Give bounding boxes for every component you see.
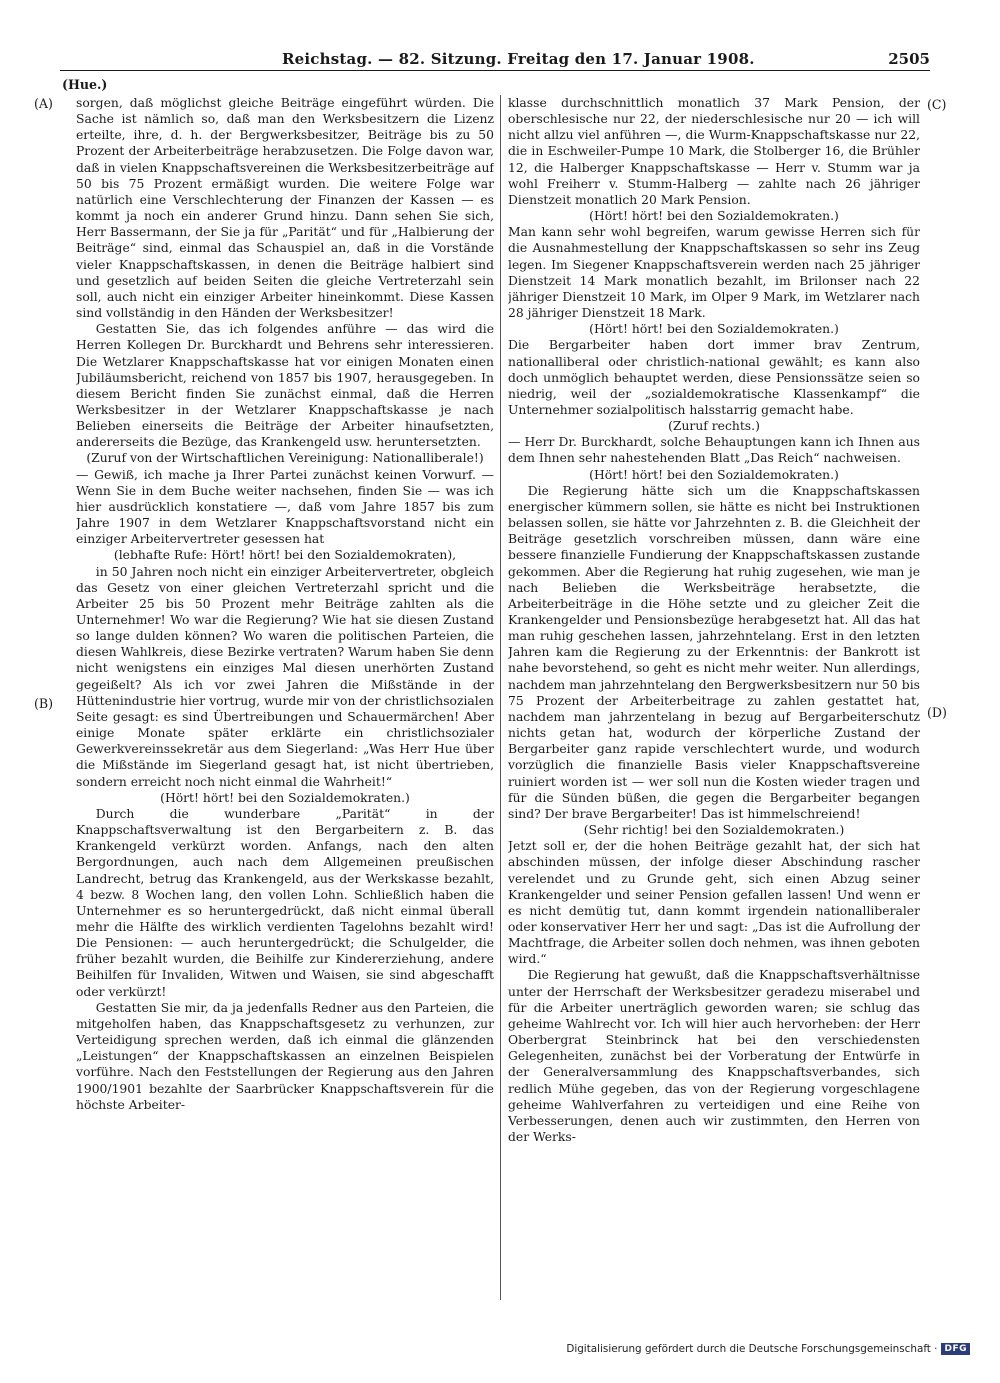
paragraph: — Gewiß, ich mache ja Ihrer Partei zunächst keinen Vorwurf. — Wenn Sie in dem Buche weiter nachsehen, finden Sie — was ich hier ausdrücklich konstatiere —, daß vom Jahre 1857 bis zum Jahre 1907 in dem Wetzlarer Knappschaftsvorstand nicht ein einziger Arbeitervertreter gesessen hat <box>76 467 494 547</box>
column-divider <box>500 95 501 1300</box>
footer-credit: Digitalisierung gefördert durch die Deutsche Forschungsgemeinschaft · <box>566 1343 938 1355</box>
interjection: (Hört! hört! bei den Sozialdemokraten.) <box>589 209 839 224</box>
dfg-logo: DFG <box>941 1343 970 1355</box>
page-header <box>60 48 930 72</box>
paragraph: Gestatten Sie mir, da ja jedenfalls Redner aus den Parteien, die mitgeholfen haben, das Knappschaftsgesetz zu verhunzen, zur Verteidigung sprechen werden, daß ich einmal die glänzenden „Leistungen“ der Knappschaftskassen an einzelnen Beispielen vorführe. Nach den Feststellungen der Regierung aus den Jahren 1900/1901 bezahlte der Saarbrücker Knappschaftsverein für die höchste Arbeiter- <box>76 1000 494 1112</box>
interjection: (Hört! hört! bei den Sozialdemokraten.) <box>589 467 839 482</box>
footer <box>566 1343 970 1355</box>
paragraph: Jetzt soll er, der die hohen Beiträge gezahlt hat, der sich hat abschinden müssen, der infolge dieser Abschindung rascher verelendet und zu Grunde geht, sich einen Abzug seiner Krankengelder und seiner Pension gefallen lassen! Und wenn er es nicht demütig tut, dann kommt irgendein nationalliberaler oder konservativer Herr her und sagt: „Das ist die Aufrollung der Machtfrage, die Arbeiter sollen doch nehmen, was ihnen geboten wird.“ <box>508 839 920 967</box>
speaker-name: (Hue.) <box>62 77 108 92</box>
header-rule <box>60 70 930 71</box>
paragraph: Man kann sehr wohl begreifen, warum gewisse Herren sich für die Ausnahmestellung der Knappschaftskassen so sehr ins Zeug legen. Im Siegener Knappschaftsverein werden nach 25 jähriger Dienstzeit 14 Mark monatlich bezahlt, im Brilonser nach 22 jähriger Dienstzeit 10 Mark, im Olper 9 Mark, im Wetzlarer nach 28 jähriger Dienstzeit 18 Mark. <box>508 225 920 321</box>
paragraph: sorgen, daß möglichst gleiche Beiträge eingeführt würden. Die Sache ist nämlich so, daß man den Werksbesitzern die Lizenz erteilte, ihre, d. h. der Bergwerksbesitzer, Beiträge bis zu 50 Prozent der Arbeiterbeiträge herabzusetzen. Die Folge davon war, daß in vielen Knappschaftsvereinen die Werksbesitzerbeiträge auf 50 bis 75 Prozent ermäßigt wurden. Die weitere Folge war natürlich eine Verschlechterung der Finanzen der Kassen — es kommt ja noch ein anderer Grund hinzu. Dann sehen Sie sich, Herr Bassermann, der Sie ja für „Parität“ und für „Halbierung der Beiträge“ sind, einmal das Schauspiel an, daß in die Vorstände vieler Knappschaftskassen, in denen die Beiträge halbiert sind und gesetzlich auf beiden Seiten die gleiche Vertreterzahl sein soll, auch nicht ein einziger Arbeiter hineinkommt. Diese Kassen sind vollständig in den Händen der Werksbesitzer! <box>76 96 494 321</box>
right-column <box>508 95 920 1313</box>
margin-marker-c: (C) <box>927 97 947 112</box>
paragraph: klasse durchschnittlich monatlich 37 Mark Pension, der oberschlesische nur 22, der niederschlesische nur 20 — ich will nicht allzu viel anführen —, die Wurm-Knappschaftskasse nur 22, die in Eschweiler-Pumpe 10 Mark, die Stolberger 16, die Brühler 12, die Halberger Knappschaftskasse — Herr v. Stumm war ja wohl Freiherr v. Stumm-Halberg — zahlte nach 26 jähriger Dienstzeit monatlich 20 Mark Pension. <box>508 96 920 207</box>
paragraph: Die Bergarbeiter haben dort immer brav Zentrum, nationalliberal oder christlich-national gewählt; es kann also doch unmöglich behauptet werden, diese Pensionssätze seien so niedrig, weil der „sozialdemokratische Klassenkampf“ die Unternehmer sozialpolitisch halsstarrig gemacht habe. <box>508 338 920 417</box>
margin-marker-b: (B) <box>34 696 54 711</box>
paragraph: Die Regierung hat gewußt, daß die Knappschaftsverhältnisse unter der Herrschaft der Werksbesitzer geradezu miserabel und für die Arbeiter unerträglich geworden waren; sie schlug das geheime Wahlrecht vor. Ich will hier auch hervorheben: der Herr Oberbergrat Steinbrinck hat bei den verschiedensten Gelegenheiten, zunächst bei der Vorberatung der Entwürfe in der Generalversammlung des Knappschaftsverbandes, sich redlich Mühe gegeben, das von der Regierung vorgeschlagene geheime Wahlverfahren zu verteidigen und eine Reihe von Verbesserungen, denen auch wir zustimmten, den Herren von der Werks- <box>508 968 920 1144</box>
paragraph: in 50 Jahren noch nicht ein einziger Arbeitervertreter, obgleich das Gesetz von einer gleichen Vertreterzahl spricht und die Arbeiter 25 bis 50 Prozent mehr Beiträge zahlten als die Unternehmer! Wo war die Regierung? Wie hat sie diesen Zustand so lange dulden können? Wo waren die politischen Parteien, die diesen Wahlkreis, diese Bezirke vertraten? Warum haben Sie denn nicht wenigstens ein einziges Mal diesen unerhörten Zustand gegeißelt? Als ich vor zwei Jahren die Mißstände in der Hüttenindustrie hier vortrug, wurde mir von der christlichsozialen Seite gesagt: es sind Übertreibungen und Schauermärchen! Aber einige Monate später erklärte ein christlichsozialer Gewerkvereinssekretär aus dem Siegerland: „Was Herr Hue über die Mißstände im Siegerland gesagt hat, ist nicht übertrieben, sondern erreicht noch nicht einmal die Wahrheit!“ <box>76 564 494 789</box>
paragraph: Gestatten Sie, das ich folgendes anführe — das wird die Herren Kollegen Dr. Burckhardt und Behrens sehr interessieren. Die Wetzlarer Knappschaftskasse hat vor einigen Monaten einen Jubiläumsbericht, reichend von 1857 bis 1907, herausgegeben. In diesem Bericht finden Sie zunächst einmal, daß die Herren Werksbesitzer in der Wetzlarer Knappschaftskasse je nach Belieben einerseits die Beiträge der Arbeiter hinaufsetzten, andererseits die Bezüge, das Krankengeld usw. heruntersetzten. <box>76 322 494 450</box>
paragraph: Durch die wunderbare „Parität“ in der Knappschaftsverwaltung ist den Bergarbeitern z. B. das Krankengeld verkürzt worden. Anfangs, nach den alten Bergordnungen, auch nach dem Allgemeinen preußischen Landrecht, betrug das Krankengeld, aus der Werkskasse bezahlt, 4 bezw. 8 Wochen lang, den vollen Lohn. Schließlich haben die Unternehmer es so heruntergedrückt, daß nicht einmal überall mehr die Hälfte des wirklich verdienten Tagelohns bezahlt wird! Die Pensionen: — auch heruntergedrückt; die Schulgelder, die früher bezahlt wurden, die Beihilfe zur Kindererziehung, andere Beihilfen für Invaliden, Witwen und Waisen, sie sind abgeschafft oder verkürzt! <box>76 806 494 999</box>
interjection: (Hört! hört! bei den Sozialdemokraten.) <box>589 322 839 337</box>
paragraph: Die Regierung hätte sich um die Knappschaftskassen energischer kümmern sollen, sie hätte es nicht bei Instruktionen belassen sollen, sie hätte vor Jahrzehnten z. B. die Gleichheit der Beiträge gesetzlich vorschreiben müssen, dann wäre eine bessere finanzielle Fundierung der Knappschaftskassen zustande gekommen. Aber die Regierung hat ruhig zugesehen, wie man je nach Belieben die Werksbeiträge herabsetzte, die Arbeiterbeiträge in die Höhe setzte und zu gleicher Zeit die Krankengelder und Pensionsbezüge herabgesetzt hat. All das hat man ruhig geschehen lassen, jahrzehntelang. Erst in den letzten Jahren kam die Regierung zu der Erkenntnis: der Bankrott ist nahe bevorstehend, so geht es nicht mehr weiter. Nun allerdings, nachdem man jahrzehntelang den Bergwerksbesitzern nur 50 bis 75 Prozent der Arbeiterbeitrage zu zahlen gestattet hat, nachdem man jahrzentelang in bezug auf Bergarbeiterschutz nichts getan hat, wodurch der körperliche Zustand der Bergarbeiter ganz rapide verschlechtert wurde, und wodurch vorzüglich die finanzielle Basis vieler Knappschaftsvereine ruiniert worden ist — wer soll nun die Kosten wieder tragen und für die Sünden büßen, die gegen die Bergarbeiter begangen sind? Der brave Bergarbeiter! Das ist himmelschreiend! <box>508 483 920 821</box>
interjection: (Zuruf von der Wirtschaftlichen Vereinigung: Nationalliberale!) <box>86 451 484 466</box>
margin-marker-d: (D) <box>927 705 947 720</box>
left-column <box>76 95 494 1313</box>
interjection: (Hört! hört! bei den Sozialdemokraten.) <box>160 790 410 805</box>
running-title: Reichstag. — 82. Sitzung. Freitag den 17. Januar 1908. <box>282 50 755 68</box>
margin-marker-a: (A) <box>34 96 53 111</box>
paragraph: — Herr Dr. Burckhardt, solche Behauptungen kann ich Ihnen aus dem Ihnen sehr nahestehenden Blatt „Das Reich“ nachweisen. <box>508 435 920 466</box>
interjection: (lebhafte Rufe: Hört! hört! bei den Sozialdemokraten), <box>113 548 457 563</box>
interjection: (Zuruf rechts.) <box>668 419 760 434</box>
interjection: (Sehr richtig! bei den Sozialdemokraten.) <box>583 823 845 838</box>
page-number: 2505 <box>888 50 930 68</box>
